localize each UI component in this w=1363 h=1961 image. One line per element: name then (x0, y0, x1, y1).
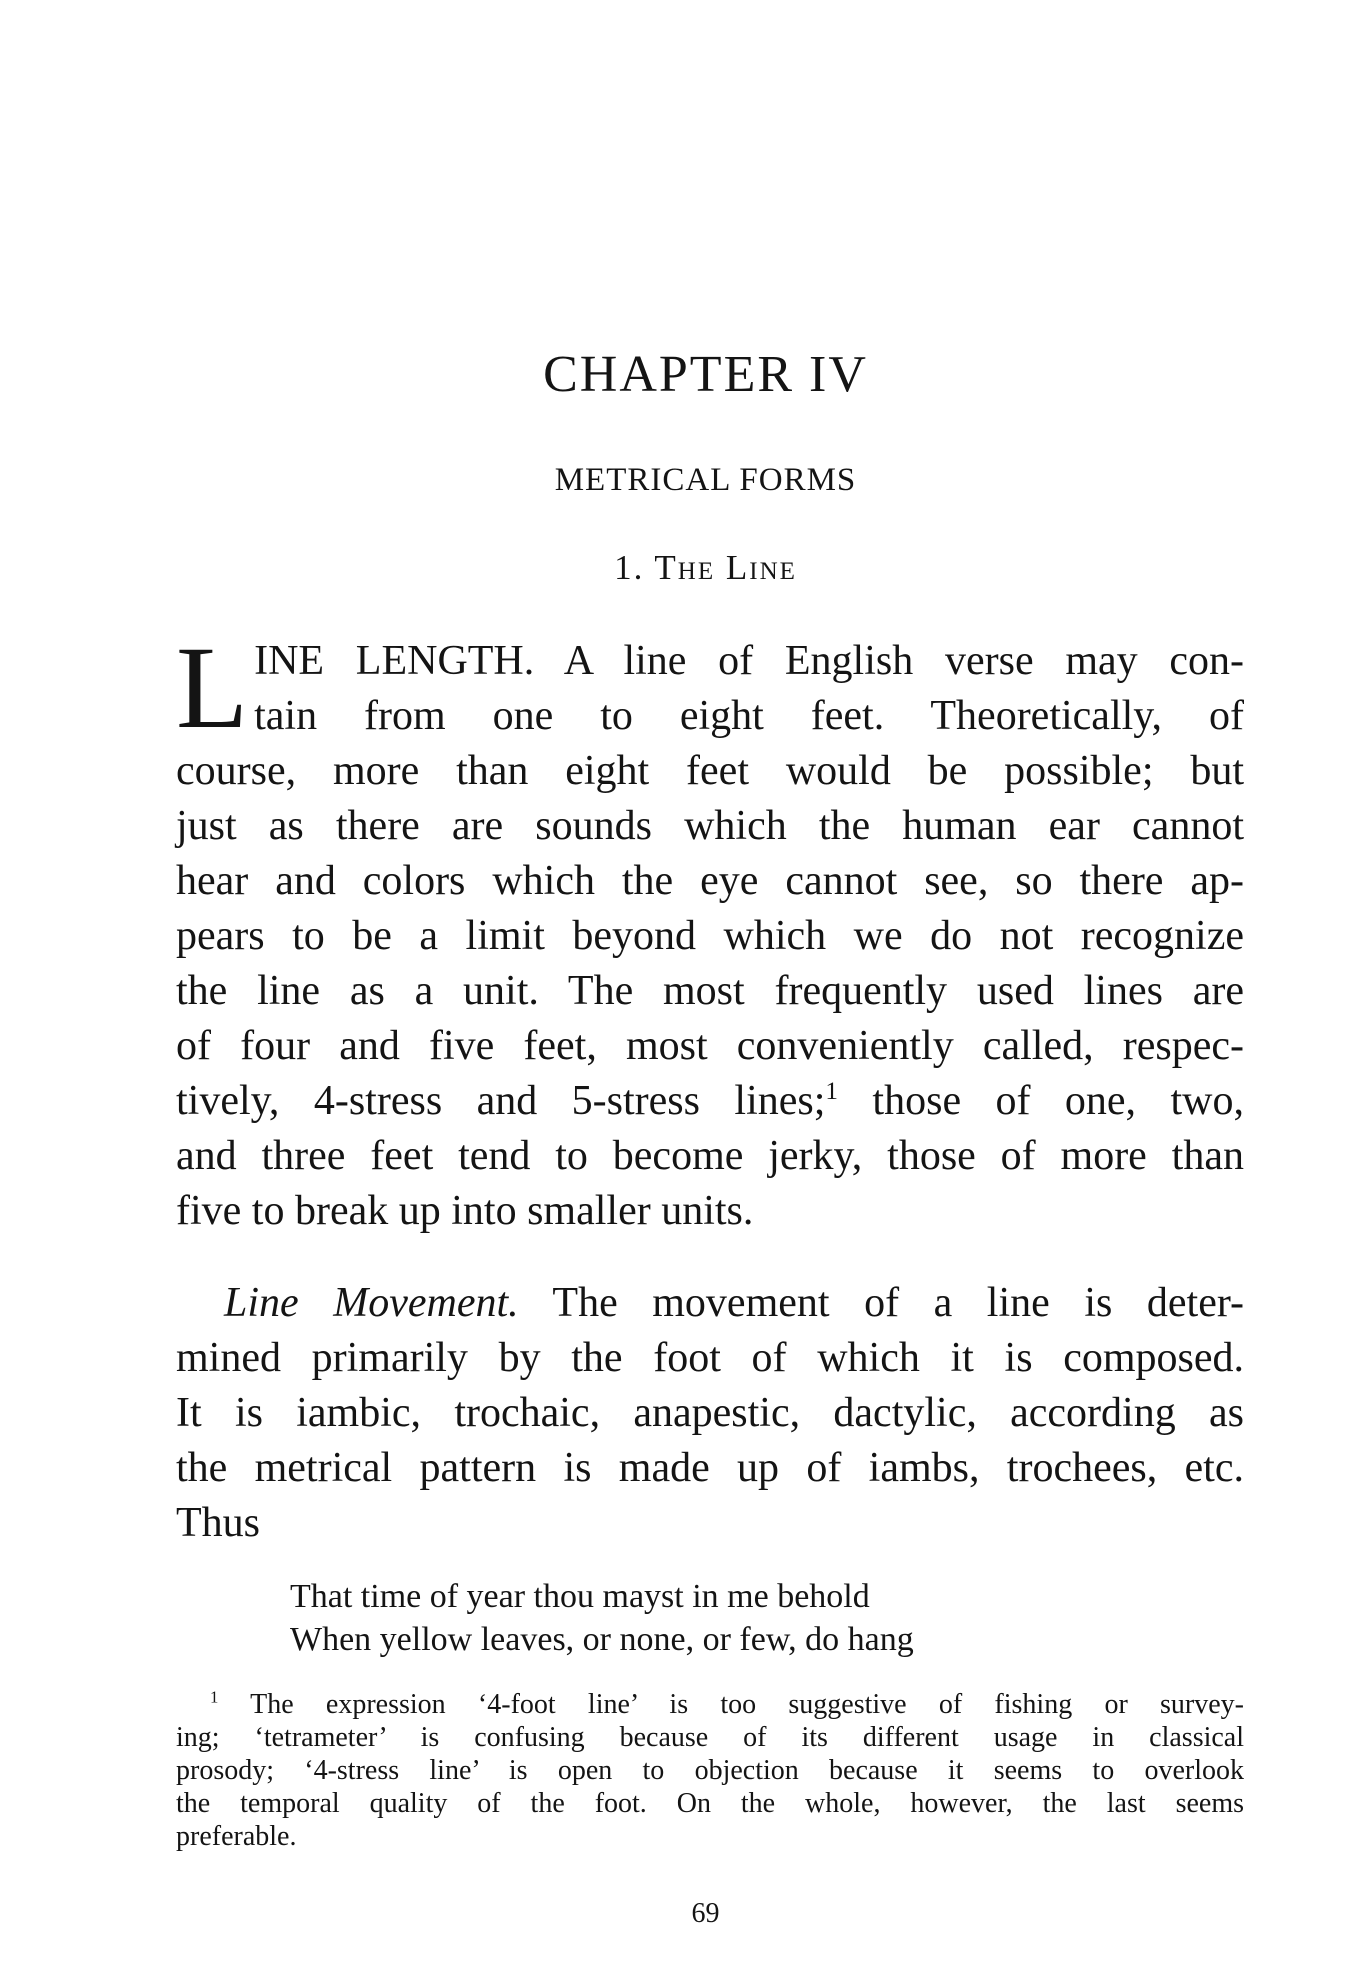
paragraph-line: It is iambic, trochaic, anapestic, dactylic, according as (176, 1390, 1244, 1436)
paragraph-line-movement (176, 1276, 1244, 1551)
paragraph-line: Thus (176, 1500, 260, 1546)
paragraph-line-length (176, 622, 1244, 1239)
footnote-line: the temporal quality of the foot. On the whole, however, the last seems (176, 1788, 1244, 1819)
subsection-title: 1. The Line (614, 548, 797, 587)
line-text: The movement of a line is deter- (518, 1280, 1244, 1326)
verse-quotation (290, 1575, 914, 1661)
paragraph-line: mined primarily by the foot of which it is composed. (176, 1335, 1244, 1381)
footnote-reference: 1 (825, 1078, 838, 1105)
verse-line: When yellow leaves, or none, or few, do hang (290, 1621, 914, 1658)
paragraph-line: hear and colors which the eye cannot see, so there ap- (176, 858, 1244, 904)
paragraph-line: pears to be a limit beyond which we do not recognize (176, 913, 1244, 959)
paragraph-line: course, more than eight feet would be possible; but (176, 748, 1244, 794)
paragraph-line-with-footnote (176, 1074, 1244, 1129)
page-number: 69 (691, 1898, 720, 1929)
line-text-tail: those of one, two, (838, 1078, 1244, 1124)
paragraph-line: the line as a unit. The most frequently used lines are (176, 968, 1244, 1014)
line-text: tively, 4-stress and 5-stress lines; (176, 1078, 826, 1124)
footnote-text: The expression ‘4-foot line’ is too suggestive of fishing or survey- (218, 1689, 1244, 1720)
footnote-marker: 1 (210, 1687, 219, 1707)
chapter-title: CHAPTER IV (543, 346, 868, 403)
paragraph-line: five to break up into smaller units. (176, 1188, 754, 1234)
paragraph-line: tain from one to eight feet. Theoretically, of (254, 693, 1244, 739)
paragraph-line: and three feet tend to become jerky, those of more than (176, 1133, 1244, 1179)
drop-cap: L (176, 622, 249, 753)
paragraph-line: INE LENGTH. A line of English verse may con- (254, 638, 1244, 684)
paragraph-line: the metrical pattern is made up of iambs, trochees, etc. (176, 1445, 1244, 1491)
paragraph-line: just as there are sounds which the human ear cannot (176, 803, 1244, 849)
section-title: METRICAL FORMS (554, 462, 857, 498)
footnote (176, 1688, 1244, 1853)
footnote-line (176, 1688, 1244, 1721)
paragraph-line: of four and five feet, most conveniently called, respec- (176, 1023, 1244, 1069)
paragraph-line (176, 1276, 1244, 1331)
footnote-line: prosody; ‘4-stress line’ is open to objection because it seems to overlook (176, 1755, 1244, 1786)
footnote-line: preferable. (176, 1821, 297, 1852)
verse-line: That time of year thou mayst in me behold (290, 1578, 870, 1615)
run-in-heading: Line Movement. (224, 1280, 519, 1326)
footnote-line: ing; ‘tetrameter’ is confusing because of its different usage in classical (176, 1722, 1244, 1753)
